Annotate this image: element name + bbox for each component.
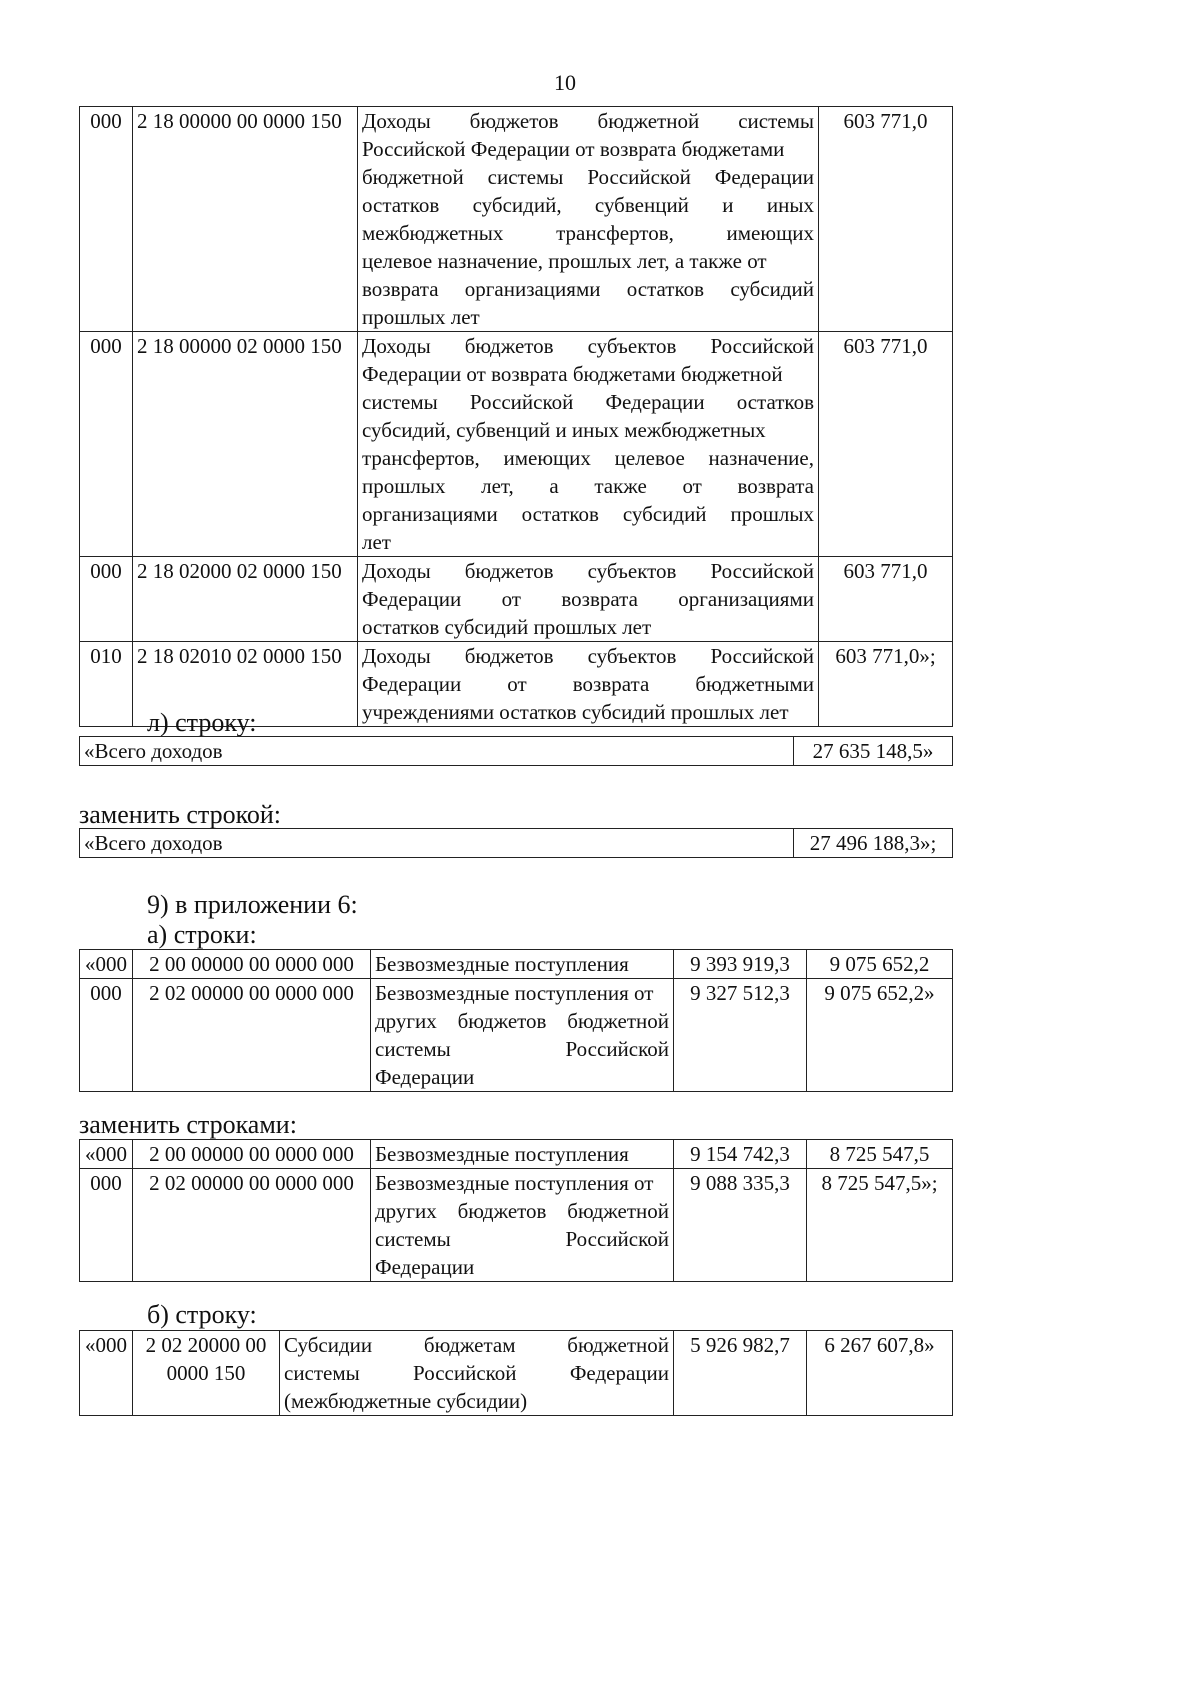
budget-code-cell: 2 00 00000 00 0000 000 xyxy=(133,1140,371,1169)
name-word: Безвозмездные поступления от xyxy=(375,1171,654,1195)
name-word: а xyxy=(549,474,559,498)
name-line xyxy=(362,163,814,191)
name-word: бюджетов xyxy=(469,109,559,133)
name-line xyxy=(362,585,814,613)
admin-code-cell: «000 xyxy=(80,950,133,979)
name-word: бюджетов xyxy=(464,559,554,583)
name-word: (межбюджетные субсидии) xyxy=(284,1389,528,1413)
value-2025-cell: 9 075 652,2 xyxy=(807,950,953,979)
value-2024-cell: 9 088 335,3 xyxy=(674,1169,807,1282)
name-line xyxy=(362,388,814,416)
name-word: межбюджетных xyxy=(362,221,504,245)
name-word: бюджетными xyxy=(695,672,814,696)
name-cell xyxy=(280,1331,674,1416)
name-word: Российской xyxy=(710,644,814,668)
budget-code-cell: 2 18 02010 02 0000 150 xyxy=(133,642,358,727)
name-line xyxy=(362,332,814,360)
name-line xyxy=(362,191,814,219)
name-cell xyxy=(358,557,819,642)
section-l-label: л) строку: xyxy=(147,708,257,737)
table-row xyxy=(80,950,953,979)
name-word: субсидий xyxy=(730,277,814,301)
name-word: остатков xyxy=(626,277,705,301)
name-word: субъектов xyxy=(587,559,677,583)
amount-cell: 603 771,0 xyxy=(819,332,953,557)
name-word: имеющих xyxy=(726,221,814,245)
name-word: системы xyxy=(375,1037,451,1061)
name-word: Федерации xyxy=(362,587,462,611)
name-line xyxy=(375,950,669,978)
name-line xyxy=(375,1169,669,1197)
name-word: остатков xyxy=(736,390,814,414)
name-word: прошлых лет xyxy=(362,305,480,329)
table-row xyxy=(80,557,953,642)
name-word: бюджетов xyxy=(464,334,554,358)
admin-code-cell: 000 xyxy=(80,332,133,557)
value-2025-cell: 6 267 607,8» xyxy=(807,1331,953,1416)
name-word: прошлых xyxy=(730,502,814,526)
name-word: других xyxy=(375,1199,437,1223)
appendix6-new-rows-table xyxy=(79,1139,953,1282)
value-2024-cell: 9 327 512,3 xyxy=(674,979,807,1092)
name-word: Российской xyxy=(469,390,574,414)
name-cell xyxy=(358,642,819,727)
budget-code-line: 0000 150 xyxy=(166,1361,246,1385)
name-word: бюджетов xyxy=(457,1199,547,1223)
name-word: целевое назначение, прошлых лет, а также от xyxy=(362,249,767,273)
name-word: субсидий, xyxy=(472,193,562,217)
replace-rows-label: заменить строками: xyxy=(79,1110,297,1139)
name-word: Безвозмездные поступления xyxy=(375,952,629,976)
admin-code-cell: 000 xyxy=(80,979,133,1092)
name-word: Российской xyxy=(710,334,814,358)
name-word: субсидий, субвенций и иных межбюджетных xyxy=(362,418,766,442)
name-word: бюджетной xyxy=(362,165,464,189)
table-row xyxy=(80,979,953,1092)
name-line xyxy=(362,275,814,303)
value-2025-cell: 8 725 547,5»; xyxy=(807,1169,953,1282)
name-line xyxy=(284,1387,669,1415)
name-word: остатков xyxy=(362,193,440,217)
name-word: и xyxy=(722,193,734,217)
name-word: Доходы xyxy=(362,559,431,583)
appendix6-old-rows-table xyxy=(79,949,953,1092)
name-word: субъектов xyxy=(587,644,677,668)
budget-code-line: 2 02 20000 00 xyxy=(145,1333,267,1357)
name-word: возврата xyxy=(561,587,638,611)
name-word: Доходы xyxy=(362,334,431,358)
total-income-amount: 27 496 188,3»; xyxy=(794,829,953,858)
name-word: Федерации xyxy=(375,1255,475,1279)
name-word: Федерации xyxy=(605,390,705,414)
admin-code-cell: 010 xyxy=(80,642,133,727)
name-word: Российской xyxy=(710,559,814,583)
name-word: возврата xyxy=(362,277,439,301)
budget-code-cell: 2 18 00000 02 0000 150 xyxy=(133,332,358,557)
total-income-old-table xyxy=(79,736,953,766)
name-word: Безвозмездные поступления xyxy=(375,1142,629,1166)
name-cell xyxy=(358,332,819,557)
name-word: лет xyxy=(362,530,391,554)
table-row xyxy=(80,1169,953,1282)
name-word: бюджетной xyxy=(567,1009,669,1033)
name-word: организациями xyxy=(678,587,814,611)
value-2024-cell: 9 393 919,3 xyxy=(674,950,807,979)
name-line xyxy=(362,247,814,275)
name-word: Доходы xyxy=(362,644,431,668)
name-word: системы xyxy=(738,109,814,133)
admin-code-cell: «000 xyxy=(80,1140,133,1169)
name-line xyxy=(362,219,814,247)
name-line xyxy=(362,444,814,472)
table-row xyxy=(80,332,953,557)
total-income-label: «Всего доходов xyxy=(80,829,794,858)
name-word: организациями xyxy=(464,277,601,301)
name-word: других xyxy=(375,1009,437,1033)
name-word: Субсидии xyxy=(284,1333,373,1357)
name-cell xyxy=(371,979,674,1092)
name-word: имеющих xyxy=(503,446,591,470)
name-line xyxy=(362,642,814,670)
name-word: возврата xyxy=(572,672,650,696)
name-line xyxy=(362,135,814,163)
budget-code-cell: 2 00 00000 00 0000 000 xyxy=(133,950,371,979)
table-row xyxy=(80,737,953,766)
value-2024-cell: 9 154 742,3 xyxy=(674,1140,807,1169)
name-line xyxy=(362,528,814,556)
name-word: субсидий xyxy=(622,502,707,526)
table-row xyxy=(80,1331,953,1416)
name-line xyxy=(375,1197,669,1225)
total-income-label: «Всего доходов xyxy=(80,737,794,766)
name-line xyxy=(362,557,814,585)
name-word: субъектов xyxy=(587,334,677,358)
name-word: Федерации от возврата бюджетами бюджетной xyxy=(362,362,783,386)
name-word: Российской xyxy=(565,1227,669,1251)
name-word: Федерации xyxy=(375,1065,475,1089)
name-word: также xyxy=(594,474,647,498)
page-number: 10 xyxy=(554,70,576,95)
name-word: бюджетной xyxy=(567,1199,669,1223)
name-line xyxy=(362,416,814,444)
admin-code-cell: 000 xyxy=(80,557,133,642)
name-line xyxy=(284,1359,669,1387)
name-word: Федерации xyxy=(714,165,814,189)
name-word: Российской xyxy=(565,1037,669,1061)
name-word: от xyxy=(682,474,702,498)
name-word: остатков xyxy=(521,502,599,526)
name-cell xyxy=(371,950,674,979)
name-word: системы xyxy=(284,1361,360,1385)
name-word: прошлых xyxy=(362,474,446,498)
value-2024-cell: 5 926 982,7 xyxy=(674,1331,807,1416)
amount-cell: 603 771,0 xyxy=(819,557,953,642)
total-income-new-table xyxy=(79,828,953,858)
name-word: лет, xyxy=(481,474,514,498)
total-income-amount: 27 635 148,5» xyxy=(794,737,953,766)
name-line xyxy=(284,1331,669,1359)
name-line xyxy=(362,360,814,388)
admin-code-cell: 000 xyxy=(80,1169,133,1282)
name-line xyxy=(375,1063,669,1091)
section-9a-label: а) строки: xyxy=(147,920,257,949)
name-word: Российской Федерации от возврата бюджетами xyxy=(362,137,785,161)
name-word: назначение, xyxy=(708,446,814,470)
name-word: Доходы xyxy=(362,109,431,133)
name-line xyxy=(375,1225,669,1253)
name-cell xyxy=(371,1169,674,1282)
amount-cell: 603 771,0 xyxy=(819,107,953,332)
name-line xyxy=(362,472,814,500)
name-word: от xyxy=(501,587,521,611)
name-line xyxy=(362,107,814,135)
admin-code-cell: 000 xyxy=(80,107,133,332)
name-word: бюджетов xyxy=(464,644,554,668)
table-row xyxy=(80,107,953,332)
value-2025-cell: 8 725 547,5 xyxy=(807,1140,953,1169)
name-line xyxy=(362,613,814,641)
table-row xyxy=(80,1140,953,1169)
name-word: учреждениями остатков субсидий прошлых лет xyxy=(362,700,789,724)
admin-code-cell: «000 xyxy=(80,1331,133,1416)
amount-cell: 603 771,0»; xyxy=(819,642,953,727)
name-word: трансфертов, xyxy=(556,221,674,245)
name-word: субвенций xyxy=(594,193,689,217)
budget-code-cell: 2 18 00000 00 0000 150 xyxy=(133,107,358,332)
name-line xyxy=(362,303,814,331)
name-line xyxy=(375,1253,669,1281)
budget-code-cell: 2 02 00000 00 0000 000 xyxy=(133,1169,371,1282)
name-word: от xyxy=(507,672,527,696)
name-word: Федерации xyxy=(362,672,462,696)
name-line xyxy=(362,500,814,528)
income-table-1 xyxy=(79,106,953,727)
name-word: трансфертов, xyxy=(362,446,480,470)
name-word: системы xyxy=(375,1227,451,1251)
name-word: возврата xyxy=(737,474,814,498)
name-line xyxy=(362,670,814,698)
table-row xyxy=(80,829,953,858)
name-line xyxy=(375,1140,669,1168)
name-line xyxy=(375,1007,669,1035)
name-word: системы xyxy=(487,165,564,189)
name-word: остатков субсидий прошлых лет xyxy=(362,615,652,639)
budget-code-cell: 2 18 02000 02 0000 150 xyxy=(133,557,358,642)
name-line xyxy=(375,1035,669,1063)
name-cell xyxy=(371,1140,674,1169)
name-word: Федерации xyxy=(569,1361,669,1385)
name-word: Российской xyxy=(413,1361,517,1385)
name-word: бюджетам xyxy=(423,1333,516,1357)
budget-code-cell xyxy=(133,1331,280,1416)
name-word: бюджетной xyxy=(567,1333,669,1357)
appendix6-subsidy-table xyxy=(79,1330,953,1416)
replace-l-label: заменить строкой: xyxy=(79,800,282,829)
name-word: Российской xyxy=(587,165,691,189)
name-line xyxy=(362,698,814,726)
name-word: бюджетной xyxy=(597,109,700,133)
name-word: целевое xyxy=(614,446,685,470)
name-word: иных xyxy=(766,193,814,217)
section-9b-label: б) строку: xyxy=(147,1300,257,1329)
name-cell xyxy=(358,107,819,332)
name-word: организациями xyxy=(362,502,498,526)
budget-code-cell: 2 02 00000 00 0000 000 xyxy=(133,979,371,1092)
section-9-label: 9) в приложении 6: xyxy=(147,890,358,919)
name-word: Безвозмездные поступления от xyxy=(375,981,654,1005)
name-word: системы xyxy=(362,390,438,414)
name-line xyxy=(375,979,669,1007)
value-2025-cell: 9 075 652,2» xyxy=(807,979,953,1092)
name-word: бюджетов xyxy=(457,1009,547,1033)
